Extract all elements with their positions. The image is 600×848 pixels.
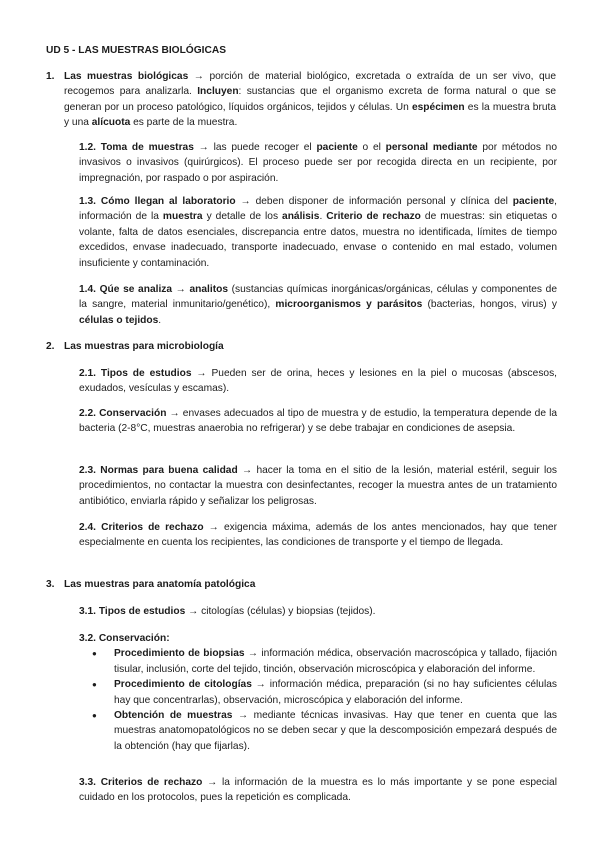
- list-item: [79, 677, 557, 708]
- section-3-number: 3.: [46, 579, 55, 590]
- list-item: [79, 708, 557, 754]
- bullet-term: Procedimiento de biopsias: [114, 648, 245, 660]
- term-paciente: paciente: [316, 142, 358, 153]
- subsection-heading: 3.1. Tipos de estudios: [79, 606, 186, 617]
- conservation-list: [79, 646, 557, 754]
- term-alicuota: alícuota: [91, 117, 131, 129]
- text-run: → las puede recoger el: [193, 142, 317, 153]
- section-1-number: 1.: [46, 71, 55, 82]
- subsection-heading: 3.3. Criterios de rechazo: [79, 777, 203, 788]
- subsection-1-2: [79, 140, 557, 186]
- section-3-heading-row: [46, 577, 556, 592]
- subsection-3-1: [79, 604, 557, 619]
- text-run: → información médica, observación macroscópica y tallado, fijación tisular, inclusión, corte del tejido, tinción, observación microscópica y elaboración del informe.: [114, 648, 557, 675]
- section-1-paragraph: [64, 69, 556, 131]
- text-run: → Pueden ser de orina, heces y lesiones en la piel o mucosas (abscesos, exudados, vesículas y escamas).: [79, 368, 558, 395]
- term-celulas-tejidos: células o tejidos: [79, 314, 159, 326]
- text-run: es la muestra bruta y una: [64, 101, 556, 129]
- section-3-heading: Las muestras para anatomía patológica: [64, 579, 256, 590]
- text-run: .: [158, 314, 162, 326]
- text-run: → citologías (células) y biopsias (tejidos).: [185, 606, 376, 617]
- section-2-heading-row: [46, 339, 556, 354]
- subsection-1-3: [79, 194, 557, 271]
- bullet-term: Procedimiento de citologías: [114, 679, 252, 691]
- text-run: (bacterias, hongos, virus) y: [422, 299, 557, 311]
- text-run: → información médica, preparación (si no hay suficientes células hay que concentrarlas), observación, microscópica y elaboración del informe.: [114, 679, 557, 706]
- subsection-3-2: [79, 631, 557, 754]
- term-criterio-rechazo: Criterio de rechazo: [326, 211, 421, 223]
- section-2-number: 2.: [46, 341, 55, 352]
- subsection-3-3: [79, 775, 557, 806]
- text-run: o el: [357, 142, 386, 153]
- subsection-heading: 2.3. Normas para buena calidad: [79, 465, 238, 476]
- section-3: [46, 577, 556, 592]
- section-1-row: [46, 69, 556, 131]
- subsection-2-3: [79, 463, 557, 509]
- list-item: [79, 646, 557, 677]
- subsection-heading-text: 3.2. Conservación:: [79, 633, 170, 644]
- document-title: UD 5 - LAS MUESTRAS BIOLÓGICAS: [46, 45, 226, 56]
- text-run: → mediante técnicas invasivas. Hay que tener en cuenta que las muestras anatomopatológicos no se deben secar y que la descomposición empezará después de la obtención (hay que fijarlas).: [114, 710, 557, 752]
- text-run: de muestras: sin etiquetas o volante, falta de datos esenciales, discrepancia entre datos, muestra no identificada, límites de tiempo excedidos, envase inadecuado, transporte inadecuado, envase o contenido en mal estado, volumen insuficiente y contaminación.: [79, 211, 557, 269]
- subsection-heading: 1.2. Toma de muestras: [79, 142, 194, 153]
- text-run: y detalle de los: [202, 211, 283, 223]
- term-especimen: espécimen: [411, 101, 465, 113]
- section-2-heading: Las muestras para microbiología: [64, 341, 224, 352]
- subsection-2-4: [79, 520, 557, 551]
- text-run: → deben disponer de información personal y clínica del: [235, 196, 513, 207]
- text-run: → exigencia máxima, además de los antes mencionados, hay que tener especialmente en cuenta los recipientes, las condiciones de transporte y el tiempo de llegada.: [79, 522, 557, 549]
- subsection-heading: 2.4. Criterios de rechazo: [79, 522, 204, 533]
- term-muestras-biologicas: Las muestras biológicas: [64, 71, 189, 82]
- subsection-2-2: [79, 406, 557, 437]
- subsection-2-1: [79, 366, 557, 397]
- subsection-heading: 2.2. Conservación: [79, 408, 167, 419]
- text-run: , información de la: [79, 196, 557, 223]
- section-1: [46, 69, 556, 131]
- term-muestra: muestra: [162, 211, 203, 223]
- subsection-heading: [79, 631, 557, 646]
- text-run: (sustancias químicas inorgánicas/orgánicas, células y componentes de la sangre, material inmunitario/genético),: [79, 284, 557, 311]
- subsection-1-4: [79, 282, 557, 328]
- term-incluyen: Incluyen: [197, 86, 239, 98]
- term-paciente: paciente: [512, 196, 555, 207]
- text-run: → envases adecuados al tipo de muestra y de estudio, la temperatura depende de la bacteria (2-8°C, muestras anaerobia no refrigerar) y se debe trabajar en condiciones de asepsia.: [79, 408, 557, 435]
- text-run: por métodos no invasivos o invasivos (quirúrgicos). El proceso puede ser por recogida directa en un recipiente, por impregnación, por raspado o por aspiración.: [79, 142, 558, 184]
- text-run: → la información de la muestra es lo más importante y se pone especial cuidado en los protocolos, pues la repetición es complicada.: [79, 777, 557, 804]
- subsection-heading: 2.1. Tipos de estudios: [79, 368, 192, 379]
- text-run: → porción de material biológico, excretada o extraída de un ser vivo, que recogemos para analizarla.: [64, 71, 556, 98]
- text-run: .: [319, 211, 327, 223]
- subsection-heading: 1.4. Qúe se analiza → analitos: [79, 284, 228, 295]
- term-microorganismos: microorganismos y parásitos: [275, 299, 423, 311]
- term-analisis: análisis: [282, 211, 320, 223]
- text-run: : sustancias que el organismo excreta de forma natural o que se generan por un proceso patológico, líquidos orgánicos, tejidos y células. Un: [64, 86, 556, 113]
- subsection-heading: 1.3. Cómo llegan al laboratorio: [79, 196, 236, 207]
- text-run: → hacer la toma en el sitio de la lesión, material estéril, seguir los procedimientos, no contactar la muestra con desinfectantes, recoger la muestra antes de un tratamiento antibiótico, enviarla rápido y señalizar los peligrosas.: [79, 465, 557, 507]
- bullet-term: Obtención de muestras: [114, 710, 233, 722]
- text-run: es parte de la muestra.: [130, 117, 238, 129]
- term-personal-mediante: personal mediante: [385, 142, 478, 153]
- section-2: [46, 339, 556, 354]
